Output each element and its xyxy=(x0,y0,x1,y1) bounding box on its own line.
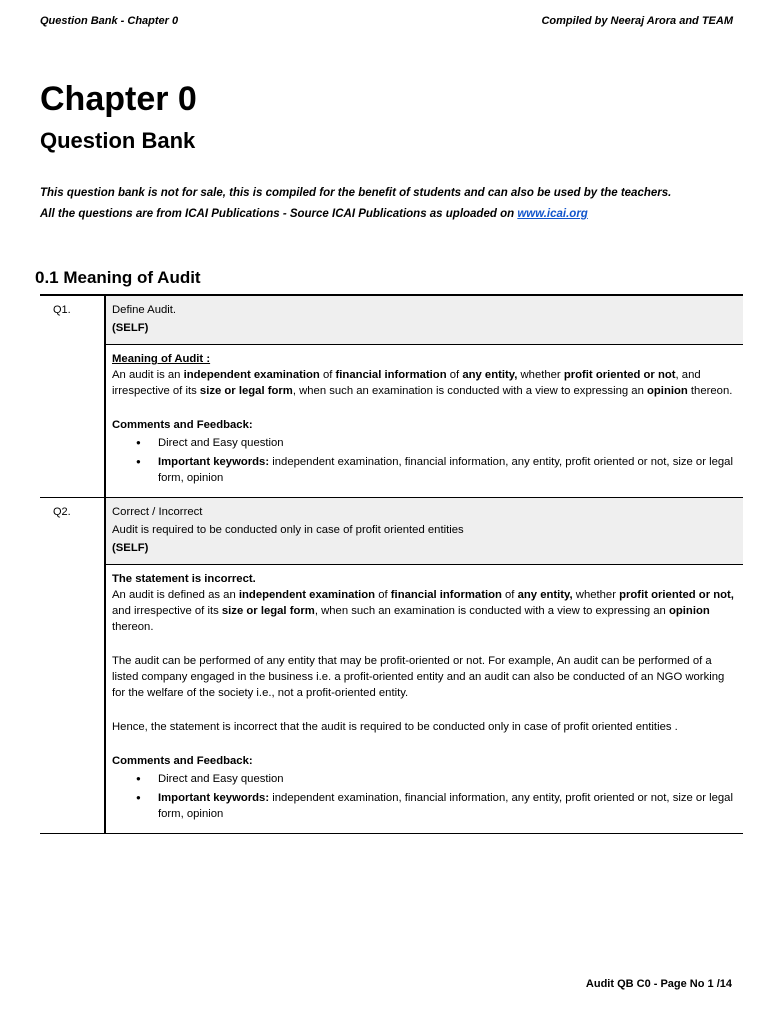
self-tag: (SELF) xyxy=(112,542,149,554)
disclaimer-line-1: This question bank is not for sale, this is compiled for the benefit of students and can also be used by the teachers. xyxy=(40,187,672,199)
answer-paragraph-2: The audit can be performed of any entity that may be profit-oriented or not. For example, An audit can be performed of a listed company engaged in the business i.e. a profit-oriented entity and an audit can also be conducted of an NGO working for the welfare of the society i.e., not a profit-oriented entity. xyxy=(112,655,725,699)
answer-cell xyxy=(104,345,743,497)
feedback-list xyxy=(112,771,735,822)
disclaimer-line-2 xyxy=(40,206,748,222)
page-footer: Audit QB C0 - Page No 1 /14 xyxy=(585,978,732,990)
feedback-item-keywords: ● Important keywords: independent examination, financial information, any entity, profit oriented or not, size or legal form, opinion xyxy=(158,454,735,486)
chapter-title: Chapter 0 xyxy=(40,80,197,118)
question-row-q1 xyxy=(40,296,743,497)
question-table xyxy=(40,294,743,834)
answer-cell xyxy=(104,565,743,833)
icai-link[interactable]: www.icai.org xyxy=(517,208,588,220)
chapter-subtitle: Question Bank xyxy=(40,128,196,153)
answer-heading: The statement is incorrect. xyxy=(112,573,256,585)
question-cell xyxy=(104,498,743,565)
question-text: Correct / Incorrect xyxy=(112,506,203,518)
answer-heading: Meaning of Audit : xyxy=(112,353,211,365)
question-number: Q2. xyxy=(53,506,71,518)
answer-paragraph-3: Hence, the statement is incorrect that the audit is required to be conducted only in case of profit oriented entities . xyxy=(112,721,678,733)
feedback-item: ● Direct and Easy question xyxy=(158,435,735,451)
disclaimer-text: All the questions are from ICAI Publications - Source ICAI Publications as uploaded on xyxy=(40,208,518,220)
self-tag: (SELF) xyxy=(112,322,149,334)
question-text: Define Audit. xyxy=(112,304,177,316)
question-cell xyxy=(104,296,743,345)
feedback-list xyxy=(112,435,735,486)
comments-heading: Comments and Feedback: xyxy=(112,755,253,767)
question-content xyxy=(104,498,743,833)
answer-paragraph: An audit is defined as an independent examination of financial information of any entity, whether profit oriented or not, and irrespective of its size or legal form, when such an examination is conducted with a view to expressing an opinion thereon. xyxy=(112,589,734,633)
feedback-item-keywords: ● Important keywords: independent examination, financial information, any entity, profit oriented or not, size or legal form, opinion xyxy=(158,790,735,822)
comments-heading: Comments and Feedback: xyxy=(112,419,253,431)
question-row-q2 xyxy=(40,498,743,833)
feedback-item: ● Direct and Easy question xyxy=(158,771,735,787)
header-right: Compiled by Neeraj Arora and TEAM xyxy=(541,15,733,27)
question-number: Q1. xyxy=(53,304,71,316)
page-header xyxy=(40,15,733,33)
section-heading: 0.1 Meaning of Audit xyxy=(35,268,201,287)
question-statement: Audit is required to be conducted only in case of profit oriented entities xyxy=(112,524,464,536)
question-content xyxy=(104,296,743,497)
header-left: Question Bank - Chapter 0 xyxy=(40,15,179,27)
answer-paragraph: An audit is an independent examination of financial information of any entity, whether profit oriented or not, and irrespective of its size or legal form, when such an examination is conducted with a view to expressing an opinion thereon. xyxy=(112,369,733,397)
